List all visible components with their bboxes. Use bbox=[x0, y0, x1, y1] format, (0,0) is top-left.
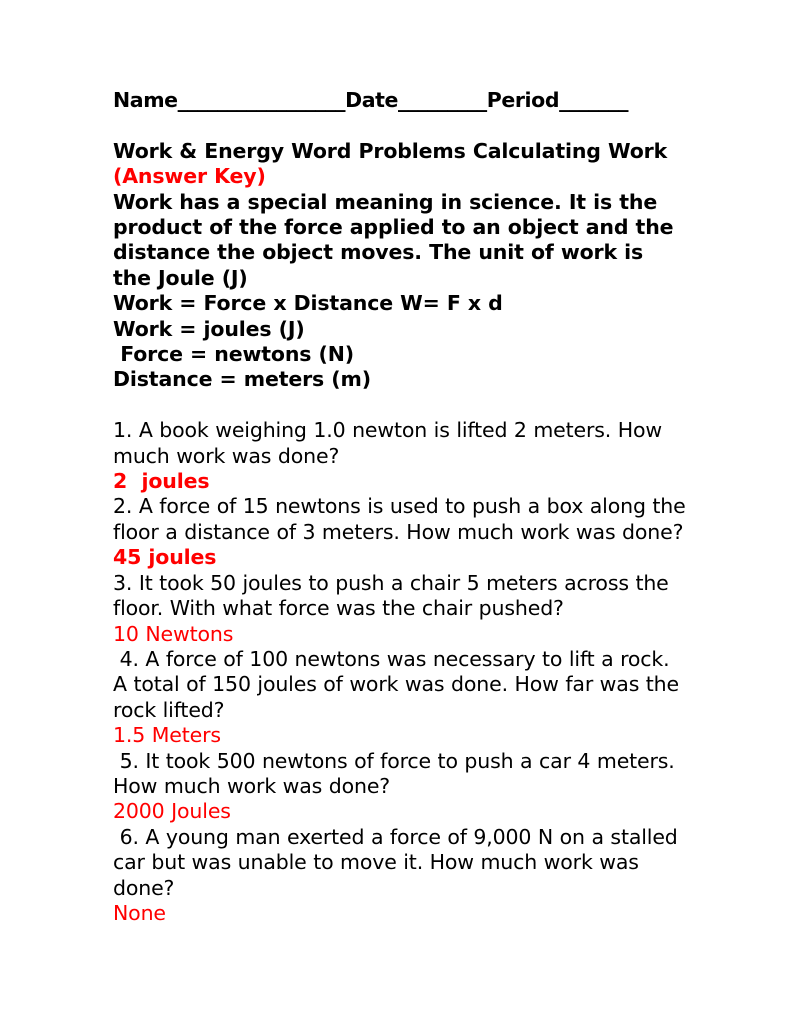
answer-key-subtitle: (Answer Key) bbox=[113, 164, 266, 189]
problem-question-4: 4. A force of 100 newtons was necessary to lift a rock. A total of 150 joules of work was done. How far was the rock lifted? bbox=[113, 646, 686, 722]
problem-answer-3: 10 Newtons bbox=[113, 621, 234, 646]
problem-question-3: 3. It took 50 joules to push a chair 5 meters across the floor. With what force was the chair pushed? bbox=[113, 570, 676, 621]
problem-answer-2: 45 joules bbox=[113, 545, 217, 570]
unit-force: Force = newtons (N) bbox=[113, 342, 354, 367]
unit-distance: Distance = meters (m) bbox=[113, 367, 371, 392]
unit-work: Work = joules (J) bbox=[113, 316, 305, 341]
problem-question-1: 1. A book weighing 1.0 newton is lifted 2 meters. How much work was done? bbox=[113, 418, 669, 468]
work-formula: Work = Force x Distance W= F x d bbox=[113, 291, 503, 316]
worksheet-body bbox=[113, 88, 693, 926]
spacer-before-problems bbox=[113, 393, 688, 418]
problem-question-5: 5. It took 500 newtons of force to push a car 4 meters. How much work was done? bbox=[113, 748, 682, 798]
problem-question-2: 2. A force of 15 newtons is used to push a box along the floor a distance of 3 meters. How much work was done? bbox=[113, 494, 693, 544]
name-date-period-line: Name_________________Date_________Period_______ bbox=[113, 88, 629, 112]
problem-answer-6: None bbox=[113, 900, 166, 925]
problem-question-6: 6. A young man exerted a force of 9,000 N on a stalled car but was unable to move it. How much work was done? bbox=[113, 824, 685, 900]
problem-answer-4: 1.5 Meters bbox=[113, 723, 221, 748]
intro-paragraph: Work has a special meaning in science. It is the product of the force applied to an object and the distance the object moves. The unit of work is the Joule (J) bbox=[113, 189, 681, 290]
spacer-after-header bbox=[113, 113, 688, 138]
problem-answer-5: 2000 Joules bbox=[113, 799, 231, 824]
problem-answer-1: 2 joules bbox=[113, 469, 210, 494]
page-title: Work & Energy Word Problems Calculating Work bbox=[113, 138, 668, 163]
